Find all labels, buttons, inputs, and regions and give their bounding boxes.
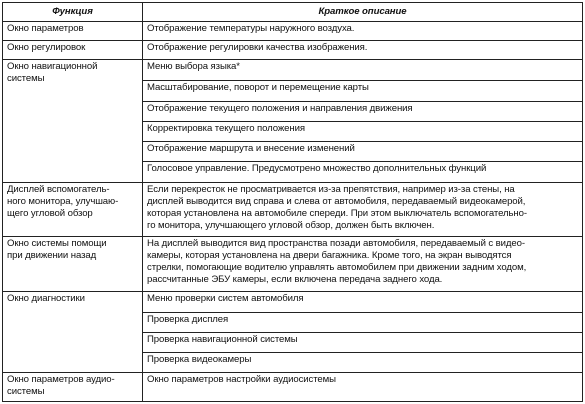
table-row [3, 41, 583, 60]
header-description: Краткое описание [143, 3, 583, 22]
description-cell: Проверка дисплея [143, 312, 583, 332]
description-cell: На дисплей выводится вид пространства позади автомобиля, передаваемый с видео- камеры, которая установлена на двери багажника. Кроме того, на экран выводятся стрелки, помогающие водителю управлять автомобилем при движении задним ходом, рассчитанные ЭБУ камеры, если включена передача заднего хода. [143, 237, 583, 291]
function-table [2, 2, 583, 402]
function-cell: Окно параметров [3, 22, 143, 41]
table-row [3, 22, 583, 41]
description-cell: Если перекресток не просматривается из-за препятствия, например из-за стены, на дисплей выводится вид справа и слева от автомобиля, передаваемый видеокамерой, которая установлена на автомобиле спереди. При этом выключатель вспомогательно- го монитора, улучшающего угловой обзор, должен быть включен. [143, 183, 583, 237]
table-row [3, 60, 583, 81]
description-cell: Проверка видеокамеры [143, 353, 583, 373]
description-cell: Меню проверки систем автомобиля [143, 291, 583, 312]
table-row [3, 373, 583, 402]
description-cell: Отображение маршрута и внесение изменений [143, 141, 583, 161]
function-cell: Окно диагностики [3, 291, 143, 373]
description-cell: Масштабирование, поворот и перемещение карты [143, 81, 583, 101]
description-cell: Отображение температуры наружного воздуха. [143, 22, 583, 41]
table-header-row [3, 3, 583, 22]
function-cell: Окно навигационной системы [3, 60, 143, 183]
header-function: Функция [3, 3, 143, 22]
description-cell: Голосовое управление. Предусмотрено множество дополнительных функций [143, 162, 583, 183]
table-row [3, 237, 583, 291]
description-cell: Корректировка текущего положения [143, 121, 583, 141]
description-cell: Окно параметров настройки аудиосистемы [143, 373, 583, 402]
table-row [3, 183, 583, 237]
table-row [3, 291, 583, 312]
function-cell: Окно системы помощи при движении назад [3, 237, 143, 291]
description-cell: Отображение текущего положения и направления движения [143, 101, 583, 121]
description-cell: Меню выбора языка* [143, 60, 583, 81]
function-cell: Окно параметров аудио- системы [3, 373, 143, 402]
description-cell: Отображение регулировки качества изображения. [143, 41, 583, 60]
description-cell: Проверка навигационной системы [143, 332, 583, 352]
function-cell: Окно регулировок [3, 41, 143, 60]
function-cell: Дисплей вспомогатель- ного монитора, улучшаю- щего угловой обзор [3, 183, 143, 237]
